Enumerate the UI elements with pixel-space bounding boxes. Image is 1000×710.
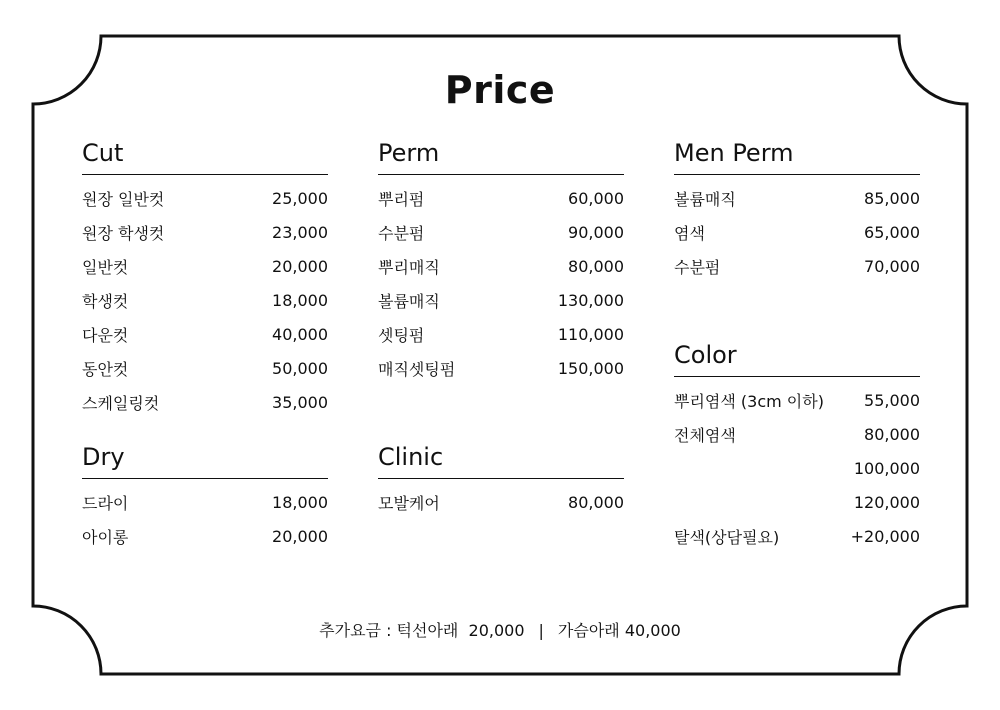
item-name: 동안컷 <box>82 359 129 379</box>
section-heading-dry: Dry <box>82 442 328 479</box>
item-price: 80,000 <box>864 424 920 444</box>
item-name: 모발케어 <box>378 493 440 513</box>
item-name: 원장 학생컷 <box>82 223 165 243</box>
section-heading-men-perm: Men Perm <box>674 138 920 175</box>
section-men-perm <box>674 138 920 283</box>
item-price: 35,000 <box>272 392 328 412</box>
item-name: 다운컷 <box>82 325 129 345</box>
item-price: 40,000 <box>272 324 328 344</box>
price-row <box>378 215 624 249</box>
price-row <box>378 317 624 351</box>
item-price: 18,000 <box>272 290 328 310</box>
item-name: 일반컷 <box>82 257 129 277</box>
item-price: 55,000 <box>864 390 920 410</box>
price-row <box>378 249 624 283</box>
price-row <box>378 181 624 215</box>
item-name: 수분펌 <box>378 223 425 243</box>
price-row <box>82 519 328 553</box>
item-name: 셋팅펌 <box>378 325 425 345</box>
item-name: 염색 <box>674 223 705 243</box>
price-row <box>82 485 328 519</box>
item-price: 100,000 <box>853 458 920 478</box>
item-price: 80,000 <box>568 256 624 276</box>
surcharge-separator: | <box>538 621 544 640</box>
surcharge-left: 추가요금 : 턱선아래 20,000 <box>319 621 525 640</box>
item-price: 90,000 <box>568 222 624 242</box>
item-price: 80,000 <box>568 492 624 512</box>
item-price: 130,000 <box>557 290 624 310</box>
price-row <box>674 417 920 451</box>
item-price: 150,000 <box>557 358 624 378</box>
page-title: Price <box>444 68 556 112</box>
item-price: 110,000 <box>557 324 624 344</box>
section-heading-cut: Cut <box>82 138 328 175</box>
item-name: 볼륨매직 <box>674 189 736 209</box>
item-name: 아이롱 <box>82 527 129 547</box>
item-price: 20,000 <box>272 256 328 276</box>
item-name: 원장 일반컷 <box>82 189 165 209</box>
section-heading-color: Color <box>674 340 920 377</box>
price-row <box>378 485 624 519</box>
item-name: 전체염색 <box>674 425 736 445</box>
item-price: 60,000 <box>568 188 624 208</box>
item-name: 탈색(상담필요) <box>674 527 780 547</box>
item-price: 18,000 <box>272 492 328 512</box>
price-row <box>82 283 328 317</box>
price-row <box>378 351 624 385</box>
price-row <box>674 451 920 485</box>
item-price: 120,000 <box>853 492 920 512</box>
section-heading-perm: Perm <box>378 138 624 175</box>
item-name: 수분펌 <box>674 257 721 277</box>
price-row <box>82 249 328 283</box>
section-perm <box>378 138 624 385</box>
price-row <box>82 385 328 419</box>
price-row <box>674 519 920 553</box>
item-name: 뿌리염색 (3cm 이하) <box>674 391 824 411</box>
surcharge-right: 가슴아래 40,000 <box>557 621 681 640</box>
section-clinic <box>378 442 624 519</box>
section-cut <box>82 138 328 419</box>
item-price: 20,000 <box>272 526 328 546</box>
section-dry <box>82 442 328 553</box>
section-heading-clinic: Clinic <box>378 442 624 479</box>
item-name: 매직셋팅펌 <box>378 359 456 379</box>
price-row <box>82 181 328 215</box>
price-row <box>82 317 328 351</box>
price-row <box>674 383 920 417</box>
price-row <box>674 181 920 215</box>
price-row <box>378 283 624 317</box>
section-color <box>674 340 920 553</box>
item-price: 25,000 <box>272 188 328 208</box>
item-price: +20,000 <box>850 526 920 546</box>
price-row <box>674 485 920 519</box>
item-price: 50,000 <box>272 358 328 378</box>
surcharge-note <box>0 618 1000 641</box>
item-name: 학생컷 <box>82 291 129 311</box>
item-name: 스케일링컷 <box>82 393 160 413</box>
item-name: 드라이 <box>82 493 129 513</box>
item-name: 볼륨매직 <box>378 291 440 311</box>
item-price: 70,000 <box>864 256 920 276</box>
item-name: 뿌리매직 <box>378 257 440 277</box>
item-price: 85,000 <box>864 188 920 208</box>
item-price: 65,000 <box>864 222 920 242</box>
price-row <box>674 249 920 283</box>
price-row <box>82 215 328 249</box>
item-name: 뿌리펌 <box>378 189 425 209</box>
price-row <box>82 351 328 385</box>
price-row <box>674 215 920 249</box>
item-price: 23,000 <box>272 222 328 242</box>
